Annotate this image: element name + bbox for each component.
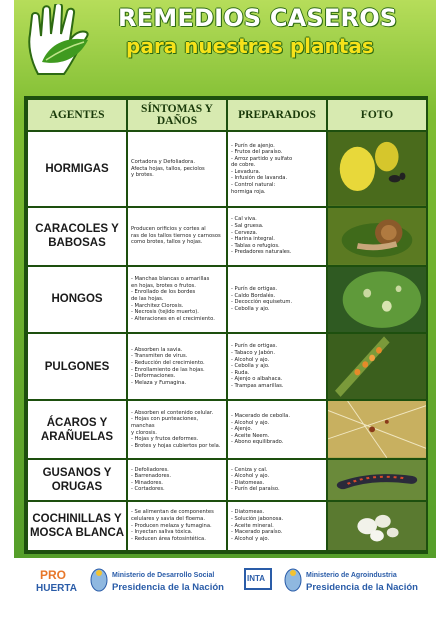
remedy-item: - Ajenjo.	[231, 426, 253, 433]
symptoms-cell	[127, 501, 227, 551]
remedy-item: - Infusión de lavanda.	[231, 175, 288, 182]
column-header-agentes: AGENTES	[27, 99, 127, 131]
remedy-item: - Purín de ortigas.	[231, 286, 278, 293]
remedy-item: - Decocción equisetum.	[231, 299, 293, 306]
agent-name: HONGOS	[27, 266, 127, 333]
symptom-item: y clorosis.	[131, 429, 157, 436]
remedy-item: - Caldo Bordalés.	[231, 292, 276, 299]
huerta-label: HUERTA	[36, 583, 77, 594]
remedy-item: - Alcohol y ajo.	[231, 473, 270, 480]
remedy-item: - Control natural:	[231, 182, 276, 189]
symptom-item: - Enrollado de los bordes	[131, 289, 196, 296]
remedies-cell	[227, 266, 327, 333]
symptom-item: - Absorben la savia.	[131, 346, 183, 353]
symptom-item: - Transmiten de virus.	[131, 353, 188, 360]
table-row	[27, 459, 427, 501]
remedy-item: - Macerado de cebolla.	[231, 413, 291, 420]
agent-name: COCHINILLAS Y MOSCA BLANCA	[27, 501, 127, 551]
agent-name: CARACOLES Y BABOSAS	[27, 207, 127, 266]
remedy-item: - Alcohol y ajo.	[231, 356, 270, 363]
remedy-item: - Purín de ortigas.	[231, 343, 278, 350]
remedy-item: - Solución jabonosa.	[231, 515, 284, 522]
symptom-item: - Melaza y Fumagina.	[131, 379, 187, 386]
table-row	[27, 333, 427, 400]
symptom-item: - Se alimentan de componentes	[131, 509, 214, 516]
ministry-desarrollo-social: Ministerio de Desarrollo Social	[112, 572, 215, 579]
symptom-item: Cortadora y Defoliadora.	[131, 159, 195, 165]
symptom-item: - Enrollamiento de las hojas.	[131, 366, 205, 373]
symptom-item: como brotes, tallos y hojas.	[131, 239, 203, 246]
remedy-item: - Macerado paraíso.	[231, 529, 283, 536]
symptoms-cell	[127, 333, 227, 400]
remedies-cell	[227, 333, 327, 400]
symptom-item: celulares y savia del floema.	[131, 515, 205, 522]
agent-name: HORMIGAS	[27, 131, 127, 207]
remedy-item: - Tabaco y Jabón.	[231, 350, 275, 357]
symptom-item: de las hojas.	[131, 295, 164, 302]
remedy-item: - Ruda.	[231, 369, 250, 376]
remedies-cell	[227, 459, 327, 501]
remedy-item: - Cerveza.	[231, 229, 258, 236]
table-row	[27, 131, 427, 207]
ministry-agroindustria: Ministerio de Agroindustria	[306, 572, 397, 579]
remedy-item: - Purín de ajenjo.	[231, 142, 275, 149]
poster	[14, 0, 436, 633]
column-header-foto: FOTO	[327, 99, 427, 131]
presidencia-label-1: Presidencia de la Nación	[112, 582, 224, 593]
national-shield-icon-2	[284, 568, 302, 592]
table-row	[27, 501, 427, 551]
table-row	[27, 207, 427, 266]
hand-leaf-logo	[20, 4, 106, 84]
national-shield-icon	[90, 568, 108, 592]
symptom-item: en hojas, brotes o frutos.	[131, 282, 196, 289]
remedy-item: - Arroz partido y sulfato	[231, 155, 293, 162]
remedies-table	[24, 96, 428, 554]
symptom-item: ras de los tallos tiernos y carnosos	[131, 232, 221, 239]
remedy-item: - Tablas o refugios.	[231, 242, 280, 249]
symptom-item: - Cortadores.	[131, 486, 165, 493]
pro-logo: PRO	[40, 568, 67, 582]
symptom-item: - Absorben el contenido celular.	[131, 409, 214, 416]
symptom-item: - Producen melaza y fumagina.	[131, 522, 212, 529]
symptoms-cell	[127, 266, 227, 333]
inta-label: INTA	[247, 574, 266, 583]
symptom-item: - Hojas con punteaciones, manchas	[131, 416, 199, 429]
remedy-item: - Ceniza y cal.	[231, 466, 268, 473]
symptoms-cell	[127, 459, 227, 501]
remedies-cell	[227, 501, 327, 551]
remedy-item: hormiga roja.	[231, 188, 266, 195]
remedy-item: - Aceite Neem.	[231, 432, 270, 439]
header	[14, 0, 436, 92]
symptom-item: - Hojas y frutos deformes.	[131, 436, 199, 443]
symptom-item: - Marchitez Clorosis.	[131, 302, 184, 309]
remedy-item: - Purín del paraíso.	[231, 486, 280, 493]
remedy-item: de cobre.	[231, 162, 256, 169]
photo-ant-on-flower	[327, 131, 427, 207]
photo-spotted-leaf	[327, 266, 427, 333]
symptom-item: - Brotes y hojas cubiertos por tela.	[131, 442, 221, 449]
column-header-sintomas: SÍNTOMAS Y DAÑOS	[127, 99, 227, 131]
symptoms-cell	[127, 131, 227, 207]
remedies-cell	[227, 400, 327, 459]
symptom-item: - Barrenadores.	[131, 473, 172, 480]
symptom-item: Afecta hojas, tallos, peciolos	[131, 165, 205, 172]
agent-name: GUSANOS Y ORUGAS	[27, 459, 127, 501]
presidencia-label-2: Presidencia de la Nación	[306, 582, 418, 593]
title-line-1: REMEDIOS CASEROS	[118, 4, 398, 32]
symptom-item: y brotes.	[131, 172, 154, 179]
photo-aphids-on-stem	[327, 333, 427, 400]
remedy-item: - Sal gruesa.	[231, 223, 264, 229]
remedy-item: - Alcohol y ajo.	[231, 535, 270, 542]
photo-mealybugs	[327, 501, 427, 551]
remedy-item: - Diatomeas.	[231, 479, 265, 486]
symptom-item: - Reducción del crecimiento.	[131, 359, 205, 366]
title-line-2: para nuestras plantas	[126, 34, 374, 58]
remedy-item: - Cal viva.	[231, 216, 257, 223]
photo-snail-on-leaf	[327, 207, 427, 266]
remedies-cell	[227, 131, 327, 207]
symptom-item: - Inyectan saliva tóxica.	[131, 529, 193, 536]
photo-mites-on-leaf	[327, 400, 427, 459]
remedy-item: - Frutos del paraíso.	[231, 149, 283, 156]
agent-name: PULGONES	[27, 333, 127, 400]
remedy-item: - Ajenjo o albahaca.	[231, 376, 283, 383]
column-header-preparados: PREPARADOS	[227, 99, 327, 131]
symptom-item: - Manchas blancas o amarillas	[131, 276, 210, 283]
remedy-item: - Alcohol y ajo.	[231, 419, 270, 426]
remedy-item: - Predadores naturales.	[231, 249, 292, 256]
footer	[14, 558, 436, 633]
remedy-item: - Cebolla y ajo.	[231, 305, 270, 312]
remedy-item: - Levadura.	[231, 168, 261, 175]
symptom-item: - Reducen área fotosintética.	[131, 535, 206, 542]
remedies-cell	[227, 207, 327, 266]
symptom-item: - Defoliadores.	[131, 466, 169, 473]
remedy-item: - Abono equilibrado.	[231, 439, 284, 446]
symptom-item: Producen orificios y cortes al	[131, 226, 206, 233]
symptoms-cell	[127, 207, 227, 266]
remedy-item: - Diatomeas.	[231, 509, 265, 516]
symptom-item: - Necrosis (tejido muerto).	[131, 309, 199, 316]
agent-name: ÁCAROS Y ARAÑUELAS	[27, 400, 127, 459]
remedy-item: - Aceite mineral.	[231, 522, 274, 529]
symptom-item: - Minadores.	[131, 479, 163, 486]
remedy-item: - Trampas amarillas.	[231, 382, 284, 389]
remedy-item: - Harina integral.	[231, 236, 275, 243]
symptoms-cell	[127, 400, 227, 459]
symptom-item: - Alteraciones en el crecimiento.	[131, 315, 215, 322]
symptom-item: - Deformaciones.	[131, 373, 176, 380]
remedy-item: - Cebolla y ajo.	[231, 363, 270, 370]
table-header-row	[27, 99, 427, 131]
table-row	[27, 400, 427, 459]
photo-caterpillar	[327, 459, 427, 501]
table-row	[27, 266, 427, 333]
